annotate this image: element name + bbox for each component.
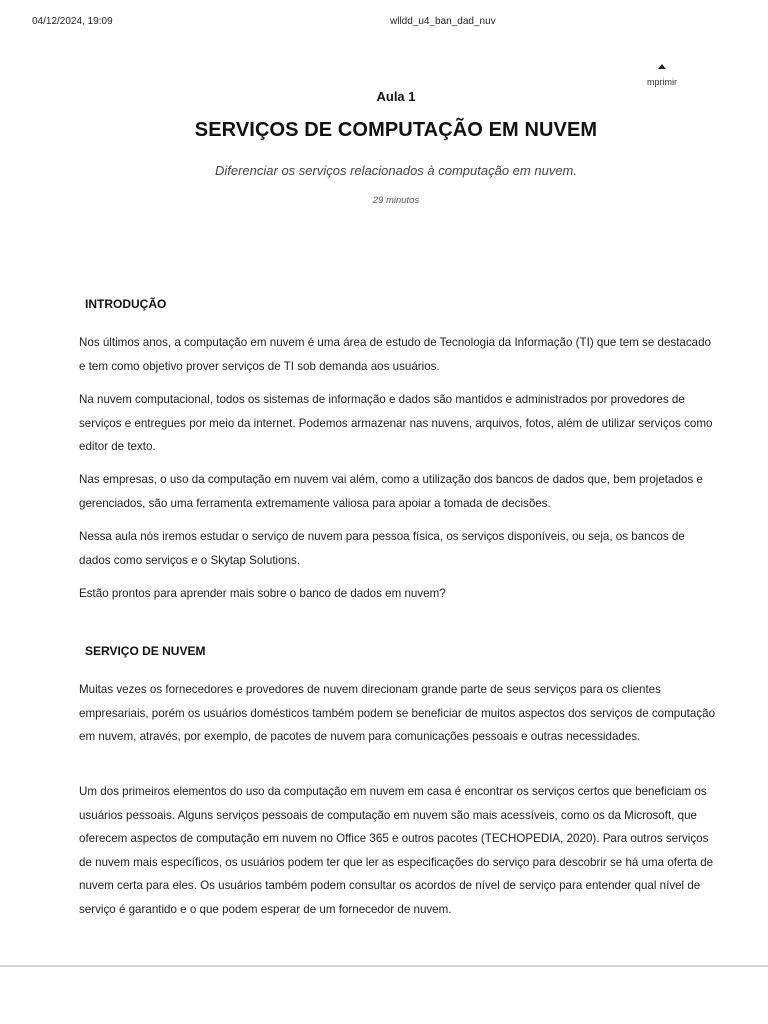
print-datetime: 04/12/2024, 19:09 xyxy=(32,16,113,27)
paragraph: Um dos primeiros elementos do uso da computação em nuvem em casa é encontrar os serviços certos que beneficiam os usuários pessoais. Alguns serviços pessoais de computação em nuvem são mais acessíveis, como os da Microsoft, que oferecem aspectos de computação em nuvem no Office 365 e outros pacotes (TECHOPEDIA, 2020). Para outros serviços de nuvem mais específicos, os usuários podem ter que ler as especificações do serviço para descobrir se há uma oferta de nuvem certa para eles. Os usuários também podem consultar os acordos de nível de serviço para entender qual nível de serviço é garantido e o que podem esperar de um fornecedor de nuvem. xyxy=(79,785,714,916)
page-divider xyxy=(0,965,768,967)
section-heading-servico-de-nuvem: SERVIÇO DE NUVEM xyxy=(85,644,206,658)
paragraph: Nessa aula nós iremos estudar o serviço de nuvem para pessoa física, os serviços disponíveis, ou seja, os bancos de dados como serviços e o Skytap Solutions. xyxy=(79,530,685,567)
lesson-number: Aula 1 xyxy=(376,89,416,104)
lesson-subtitle: Diferenciar os serviços relacionados à computação em nuvem. xyxy=(214,163,577,178)
print-button[interactable] xyxy=(642,64,682,90)
paragraph: Nas empresas, o uso da computação em nuvem vai além, como a utilização dos bancos de dados que, bem projetados e gerenciados, são uma ferramenta extremamente valiosa para apoiar a tomada de decisões. xyxy=(79,473,703,510)
print-header xyxy=(32,16,736,32)
paragraph: Na nuvem computacional, todos os sistemas de informação e dados são mantidos e administrados por provedores de serviços e entregues por meio da internet. Podemos armazenar nas nuvens, arquivos, fotos, além de utilizar serviços como editor de texto. xyxy=(79,393,713,454)
paragraph: Nos últimos anos, a computação em nuvem é uma área de estudo de Tecnologia da Informação (TI) que tem se destacado e tem como objetivo prover serviços de TI sob demanda aos usuários. xyxy=(79,336,712,373)
lesson-title: SERVIÇOS DE COMPUTAÇÃO EM NUVEM xyxy=(194,119,598,141)
lesson-duration: 29 minutos xyxy=(372,195,420,206)
print-arrow-icon xyxy=(658,64,666,69)
print-document-title: wlldd_u4_ban_dad_nuv xyxy=(390,16,496,27)
section-heading-introducao: INTRODUÇÃO xyxy=(85,297,167,311)
paragraph: Estão prontos para aprender mais sobre o banco de dados em nuvem? xyxy=(79,587,446,600)
print-button-label: mprimir xyxy=(647,77,677,87)
paragraph: Muitas vezes os fornecedores e provedores de nuvem direcionam grande parte de seus serviços para os clientes empresariais, porém os usuários domésticos também podem se beneficiar de muitos aspectos dos serviços de computação em nuvem, através, por exemplo, de pacotes de nuvem para comunicações pessoais e outras necessidades. xyxy=(79,683,716,744)
